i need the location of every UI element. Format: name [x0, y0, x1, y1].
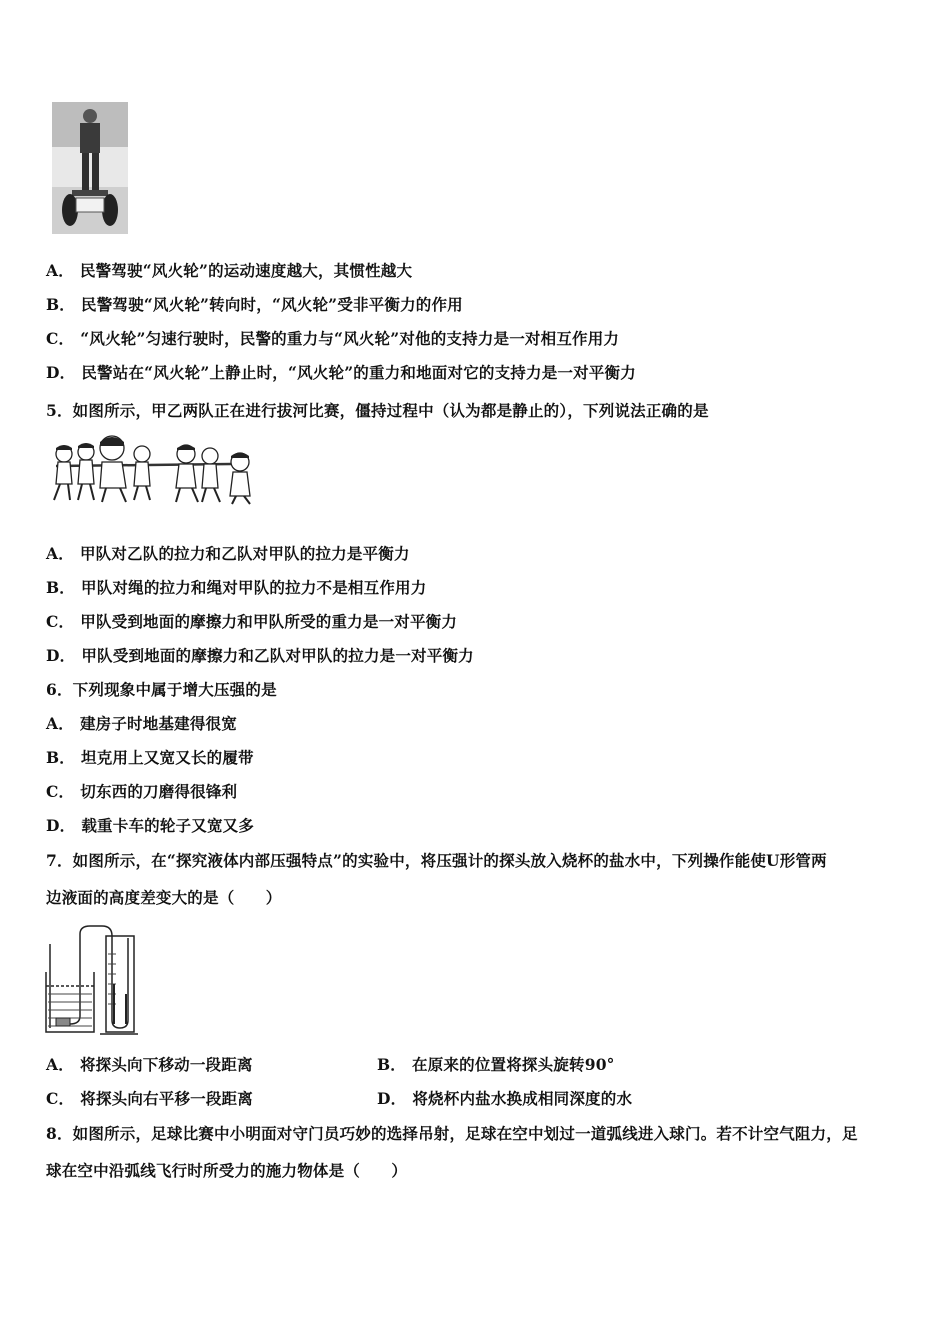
q6-stem: 6．下列现象中属于增大压强的是	[46, 680, 277, 699]
q6-option-a: A． 建房子时地基建得很宽	[46, 714, 237, 733]
q7-option-a: A． 将探头向下移动一段距离	[46, 1055, 253, 1074]
q7-option-c: C． 将探头向右平移一段距离	[46, 1089, 253, 1108]
police-balance-vehicle-photo	[52, 102, 128, 234]
pressure-gauge-beaker-diagram	[42, 924, 138, 1040]
tug-of-war-illustration	[46, 434, 256, 506]
q4-option-a: A． 民警驾驶“风火轮”的运动速度越大，其惯性越大	[46, 261, 413, 280]
q4-option-d: D． 民警站在“风火轮”上静止时，“风火轮”的重力和地面对它的支持力是一对平衡力	[46, 363, 636, 382]
q4-option-b: B． 民警驾驶“风火轮”转向时，“风火轮”受非平衡力的作用	[46, 295, 463, 314]
q6-option-b: B． 坦克用上又宽又长的履带	[46, 748, 254, 767]
q5-option-d: D． 甲队受到地面的摩擦力和乙队对甲队的拉力是一对平衡力	[46, 646, 474, 665]
q6-option-d: D． 载重卡车的轮子又宽又多	[46, 816, 255, 835]
q5-stem: 5．如图所示，甲乙两队正在进行拔河比赛，僵持过程中（认为都是静止的），下列说法正确的是	[46, 401, 709, 420]
q5-option-a: A． 甲队对乙队的拉力和乙队对甲队的拉力是平衡力	[46, 544, 410, 563]
q5-option-b: B． 甲队对绳的拉力和绳对甲队的拉力不是相互作用力	[46, 578, 427, 597]
q8-stem-line2: 球在空中沿弧线飞行时所受力的施力物体是（ ）	[46, 1161, 408, 1180]
q4-option-c: C． “风火轮”匀速行驶时，民警的重力与“风火轮”对他的支持力是一对相互作用力	[46, 329, 620, 348]
q7-option-d: D． 将烧杯内盐水换成相同深度的水	[377, 1089, 633, 1108]
q6-option-c: C． 切东西的刀磨得很锋利	[46, 782, 238, 801]
q7-stem-line2: 边液面的高度差变大的是（ ）	[46, 888, 282, 907]
q5-option-c: C． 甲队受到地面的摩擦力和甲队所受的重力是一对平衡力	[46, 612, 458, 631]
q7-stem-line1: 7．如图所示，在“探究液体内部压强特点”的实验中，将压强计的探头放入烧杯的盐水中，下列操作能使U形管两	[46, 851, 827, 870]
q7-option-b: B． 在原来的位置将探头旋转90°	[377, 1055, 615, 1074]
q8-stem-line1: 8．如图所示，足球比赛中小明面对守门员巧妙的选择吊射，足球在空中划过一道弧线进入球门。若不计空气阻力，足	[46, 1124, 858, 1143]
